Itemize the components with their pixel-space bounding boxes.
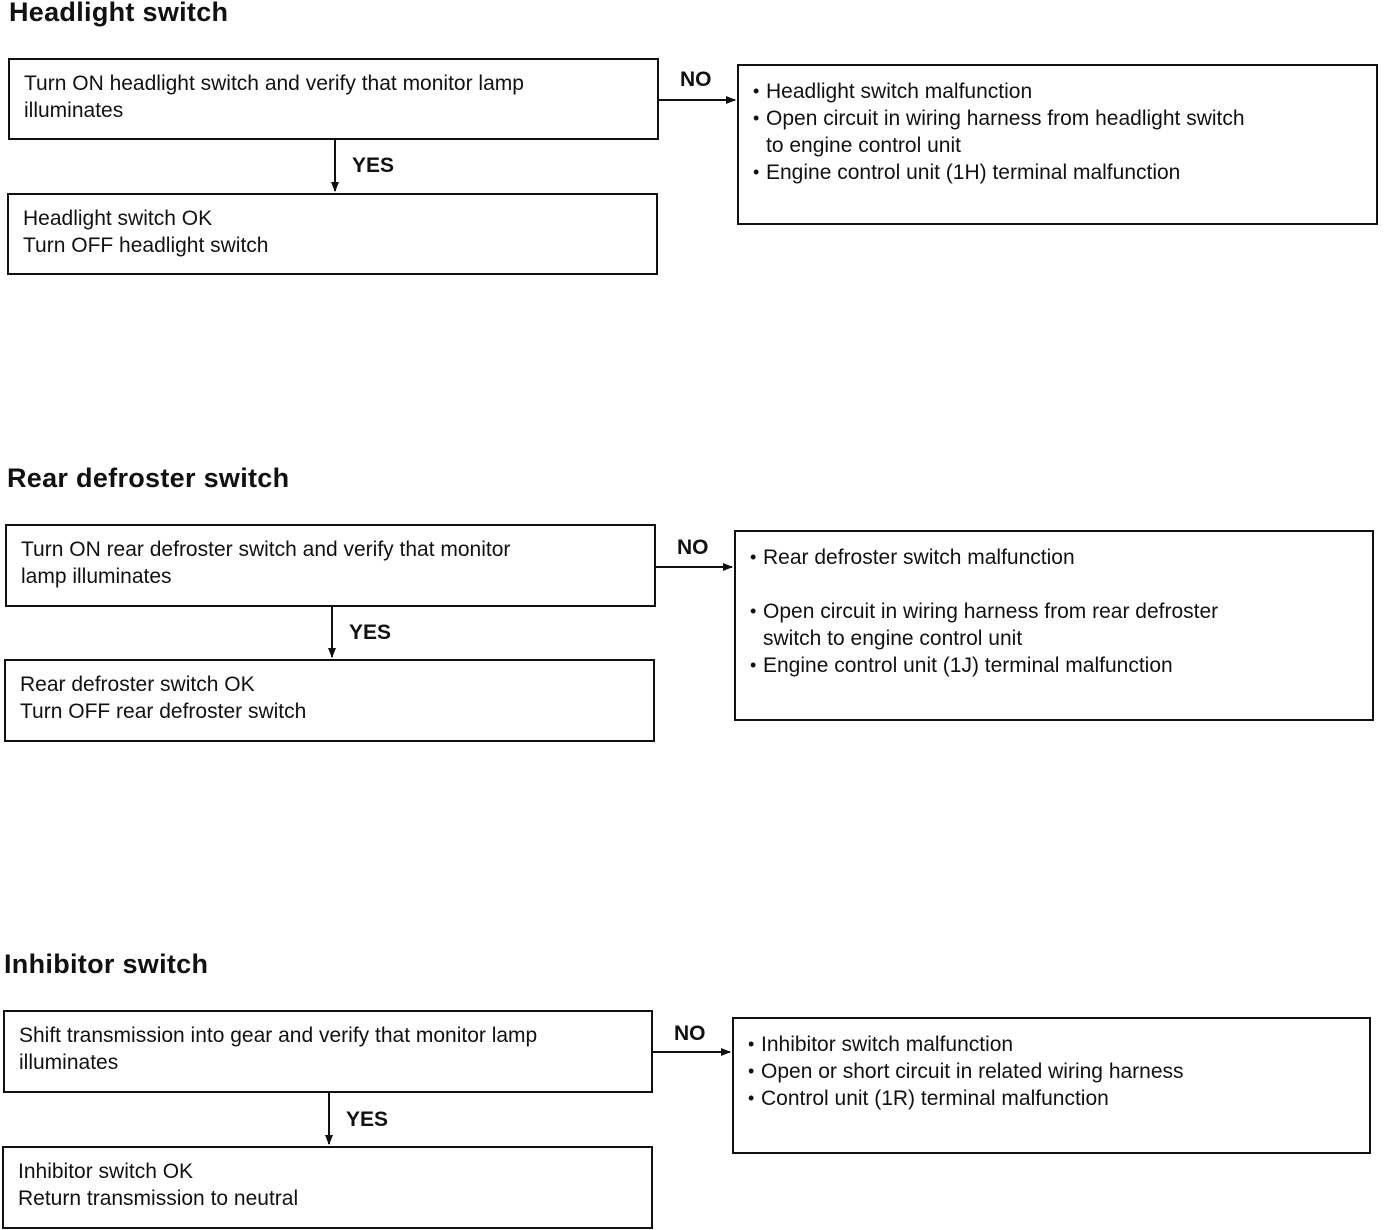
ok-text-line: Rear defroster switch OK (20, 673, 255, 696)
cause-item: • Engine control unit (1H) terminal malfunction (753, 159, 1362, 186)
cause-item: • Inhibitor switch malfunction (748, 1031, 1355, 1058)
check-text-line: Turn ON headlight switch and verify that monitor lamp (24, 72, 524, 95)
no-label: NO (680, 68, 712, 91)
check-text-line: illuminates (19, 1051, 119, 1074)
cause-item: • Open circuit in wiring harness from rear defroster switch to engine control unit (750, 598, 1358, 652)
section-title-inhibitor-switch: Inhibitor switch (4, 949, 209, 979)
cause-item: • Open circuit in wiring harness from headlight switch to engine control unit (753, 105, 1362, 159)
check-box-inhibitor (3, 1010, 653, 1093)
section-title-rear-defroster-switch: Rear defroster switch (7, 463, 290, 493)
check-text-line: Shift transmission into gear and verify that monitor lamp (19, 1024, 538, 1047)
ok-text-line: Turn OFF rear defroster switch (20, 700, 307, 723)
check-text-line: Turn ON rear defroster switch and verify that monitor (21, 538, 511, 561)
yes-label: YES (346, 1108, 389, 1131)
ok-box-rear-defroster (4, 659, 655, 742)
cause-item: • Engine control unit (1J) terminal malfunction (750, 652, 1358, 679)
check-box-headlight (8, 58, 659, 140)
cause-box-rear-defroster (734, 530, 1374, 721)
ok-box-headlight (7, 193, 658, 275)
cause-item: • Headlight switch malfunction (753, 78, 1362, 105)
cause-item: • Rear defroster switch malfunction (750, 544, 1358, 571)
ok-text-line: Turn OFF headlight switch (23, 234, 269, 257)
no-label: NO (674, 1022, 706, 1045)
check-text-line: illuminates (24, 99, 124, 122)
section-title-headlight-switch: Headlight switch (9, 0, 229, 27)
ok-box-inhibitor (2, 1146, 653, 1229)
check-box-rear-defroster (5, 524, 656, 607)
ok-text-line: Headlight switch OK (23, 207, 213, 230)
cause-box-inhibitor (732, 1017, 1371, 1154)
cause-item: • Control unit (1R) terminal malfunction (748, 1085, 1355, 1112)
yes-label: YES (349, 621, 392, 644)
cause-item: • Open or short circuit in related wiring harness (748, 1058, 1355, 1085)
check-text-line: lamp illuminates (21, 565, 172, 588)
ok-text-line: Return transmission to neutral (18, 1187, 299, 1210)
yes-label: YES (352, 154, 395, 177)
ok-text-line: Inhibitor switch OK (18, 1160, 194, 1183)
cause-box-headlight (737, 64, 1378, 225)
no-label: NO (677, 536, 709, 559)
